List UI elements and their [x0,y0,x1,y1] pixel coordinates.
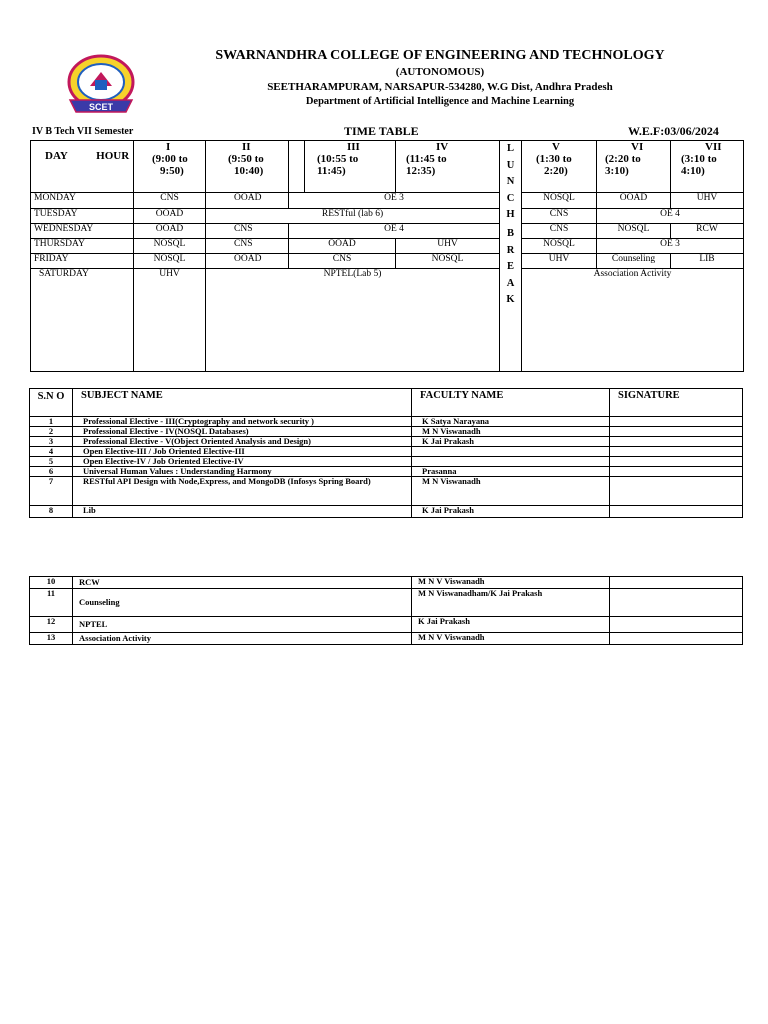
slot: NOSQL [396,254,500,269]
lunch-letter: A [506,277,515,289]
timetable-grid [30,140,744,372]
college-name: SWARNANDHRA COLLEGE OF ENGINEERING AND TECHNOLOGY [215,48,665,63]
subject-sno: 1 [30,417,73,427]
subject-sno: 6 [30,467,73,477]
row-saturday [31,269,744,372]
day-name: SATURDAY [31,269,134,372]
period-header-2: II (9:50 to 10:40) [206,141,289,193]
slot: CNS [134,193,206,209]
subject-row [30,427,743,437]
subject-name: Open Elective-III / Job Oriented Elective-III [73,447,412,457]
subject-faculty-table [29,388,743,518]
period-header-5: V (1:30 to 2:20) [522,141,597,193]
subject-faculty: M N Viswanadh [412,427,610,437]
slot: OE 4 [289,224,500,239]
day-header [31,141,134,193]
subject-faculty: K Satya Narayana [412,417,610,427]
slot: NOSQL [597,224,671,239]
row-thursday [31,239,744,254]
signature-header: SIGNATURE [610,389,743,417]
subject-name: Open Elective-IV / Job Oriented Elective-IV [73,457,412,467]
subject-faculty: Prasanna [412,467,610,477]
subject-name: Professional Elective - V(Object Oriented Analysis and Design) [73,437,412,447]
signature-cell [610,437,743,447]
signature-cell [610,477,743,506]
activity-sno: 10 [30,577,73,589]
lunch-break-column [500,141,522,372]
slot: UHV [396,239,500,254]
subject-row [30,437,743,447]
signature-cell [610,589,743,617]
signature-cell [610,617,743,633]
activity-faculty: M N Viswanadham/K Jai Prakash [412,589,610,617]
slot: OE 3 [597,239,744,254]
faculty-name-header: FACULTY NAME [412,389,610,417]
slot: OOAD [206,193,289,209]
row-tuesday [31,209,744,224]
signature-cell [610,457,743,467]
slot: OE 4 [597,209,744,224]
subject-faculty: M N Viswanadh [412,477,610,506]
slot: OOAD [206,254,289,269]
subject-row [30,467,743,477]
activity-sno: 12 [30,617,73,633]
logo-text: SCET [88,102,114,112]
lunch-letter: R [506,244,515,256]
signature-cell [610,633,743,645]
slot: OOAD [597,193,671,209]
slot: OOAD [134,209,206,224]
slot: NOSQL [522,193,597,209]
day-name: FRIDAY [31,254,134,269]
subject-row [30,447,743,457]
autonomous-label: (AUTONOMOUS) [395,66,485,78]
slot: UHV [671,193,744,209]
signature-cell [610,427,743,437]
subject-name: Lib [73,506,412,518]
activity-faculty: M N V Viswanadh [412,633,610,645]
subject-sno: 3 [30,437,73,447]
period-header-1: I (9:00 to 9:50) [134,141,206,193]
subject-name: Universal Human Values : Understanding Harmony [73,467,412,477]
day-name: TUESDAY [31,209,134,224]
period-header-7: VII (3:10 to 4:10) [671,141,744,193]
day-name: WEDNESDAY [31,224,134,239]
lunch-letter: U [506,159,515,171]
subject-row [30,506,743,518]
subject-sno: 5 [30,457,73,467]
subject-sno: 2 [30,427,73,437]
lunch-letter: N [506,176,515,188]
slot: LIB [671,254,744,269]
signature-cell [610,447,743,457]
slot: NPTEL(Lab 5) [206,269,500,372]
semester-label: IV B Tech VII Semester [32,126,134,137]
lunch-letter: B [506,227,514,239]
subject-name: Professional Elective - III(Cryptography and network security ) [73,417,412,427]
activity-name: Association Activity [73,633,412,645]
lunch-letter: E [506,261,514,273]
period-header-4: IV (11:45 to 12:35) [396,141,500,193]
activity-row [30,633,743,645]
slot: Counseling [597,254,671,269]
activity-row [30,577,743,589]
row-wednesday [31,224,744,239]
sno-header: S.N O [30,389,73,417]
timetable-title: TIME TABLE [344,124,419,138]
lunch-letter: L [506,143,514,154]
subject-header-row [30,389,743,417]
activity-row [30,617,743,633]
slot: RCW [671,224,744,239]
slot: Association Activity [522,269,744,372]
header-row [31,141,744,193]
subject-row [30,477,743,506]
slot: OE 3 [289,193,500,209]
slot: UHV [522,254,597,269]
slot: NOSQL [134,254,206,269]
signature-cell [610,577,743,589]
slot: CNS [206,224,289,239]
lunch-letter: H [506,209,515,221]
slot: NOSQL [134,239,206,254]
activity-faculty: M N V Viswanadh [412,577,610,589]
activity-name: RCW [73,577,412,589]
slot: NOSQL [522,239,597,254]
subject-name: Professional Elective - IV(NOSQL Databases) [73,427,412,437]
activity-faculty: K Jai Prakash [412,617,610,633]
break-cell [289,141,305,193]
hour-label: HOUR [96,150,130,162]
subject-faculty [412,457,610,467]
signature-cell [610,467,743,477]
signature-cell [610,506,743,518]
activity-faculty-table [29,576,743,645]
activity-name: Counseling [73,589,412,617]
lunch-letter: K [506,294,515,306]
slot: CNS [289,254,396,269]
activity-sno: 13 [30,633,73,645]
activity-row [30,589,743,617]
slot: CNS [522,224,597,239]
slot: CNS [522,209,597,224]
day-label: DAY [45,150,68,162]
signature-cell [610,417,743,427]
college-logo [62,52,140,116]
department-name: Department of Artificial Intelligence and Machine Learning [305,96,575,107]
period-header-6: VI (2:20 to 3:10) [597,141,671,193]
subject-name-header: SUBJECT NAME [73,389,412,417]
day-name: THURSDAY [31,239,134,254]
subject-name: RESTful API Design with Node,Express, and MongoDB (Infosys Spring Board) [73,477,412,506]
slot: RESTful (lab 6) [206,209,500,224]
wef-date: W.E.F:03/06/2024 [628,124,719,138]
slot: OOAD [134,224,206,239]
row-monday [31,193,744,209]
subject-row [30,417,743,427]
subject-sno: 8 [30,506,73,518]
subject-faculty [412,447,610,457]
activity-sno: 11 [30,589,73,617]
slot: CNS [206,239,289,254]
slot: UHV [134,269,206,372]
row-friday [31,254,744,269]
activity-name: NPTEL [73,617,412,633]
period-header-3: III (10:55 to 11:45) [305,141,396,193]
college-address: SEETHARAMPURAM, NARSAPUR-534280, W.G Dist, Andhra Pradesh [267,81,613,93]
subject-sno: 4 [30,447,73,457]
day-name: MONDAY [31,193,134,209]
subject-row [30,457,743,467]
slot: OOAD [289,239,396,254]
lunch-letter: C [506,192,515,204]
subject-faculty: K Jai Prakash [412,506,610,518]
subject-sno: 7 [30,477,73,506]
subject-faculty: K Jai Prakash [412,437,610,447]
